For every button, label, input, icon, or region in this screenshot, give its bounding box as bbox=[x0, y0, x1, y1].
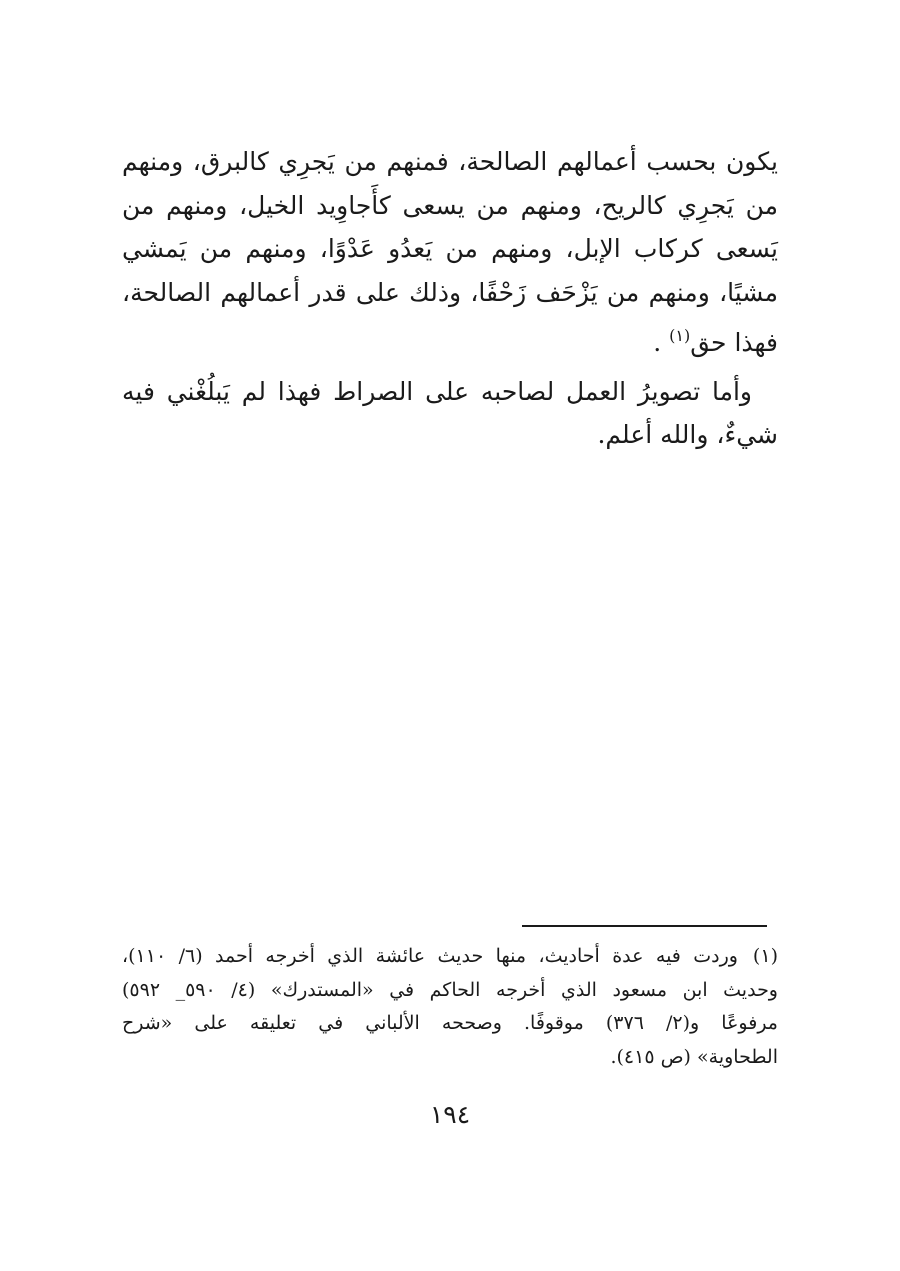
page-number: ١٩٤ bbox=[429, 1100, 471, 1129]
paragraph-1 bbox=[122, 140, 778, 358]
text-line: يَسعى كركاب الإبل، ومنهم من يَعدُو عَدْوًا، ومنهم من يَمشي bbox=[122, 234, 778, 263]
text-line: مشيًا، ومنهم من يَزْحَف زَحْفًا، وذلك على قدر أعمالهم الصالحة، bbox=[122, 277, 778, 307]
text-line: يكون بحسب أعمالهم الصالحة، فمنهم من يَجرِي كالبرق، ومنهم bbox=[122, 147, 778, 176]
footnote-line bbox=[122, 940, 778, 974]
text-segment: فهذا حق bbox=[690, 328, 778, 357]
footnote-line: مرفوعًا و(٢/ ٣٧٦) موقوفًا. وصححه الألباني في تعليقه على «شرح bbox=[122, 1012, 778, 1034]
footnote-divider bbox=[522, 925, 767, 927]
paragraph-2 bbox=[122, 370, 778, 457]
main-text bbox=[122, 140, 778, 457]
footnote-line: الطحاوية» (ص ٤١٥). bbox=[610, 1045, 778, 1068]
footnote-line: وحديث ابن مسعود الذي أخرجه الحاكم في «المستدرك» (٤/ ٥٩٠_ ٥٩٢) bbox=[122, 978, 778, 1001]
footnote-number: (١) bbox=[752, 945, 778, 967]
text-line: شيءٌ، والله أعلم. bbox=[597, 420, 778, 449]
footnotes bbox=[122, 940, 778, 1074]
text-line: وأما تصويرُ العمل لصاحبه على الصراط فهذا لم يَبلُغْني فيه bbox=[122, 376, 752, 406]
text-line bbox=[122, 314, 778, 358]
footnote-reference[interactable]: (١) bbox=[669, 326, 691, 345]
text-segment: . bbox=[653, 328, 662, 357]
footnote-text: وردت فيه عدة أحاديث، منها حديث عائشة الذي أخرجه أحمد (٦/ ١١٠)، bbox=[122, 945, 738, 967]
text-line: من يَجرِي كالريح، ومنهم من يسعى كأَجاوِيد الخيل، ومنهم من bbox=[122, 190, 778, 220]
